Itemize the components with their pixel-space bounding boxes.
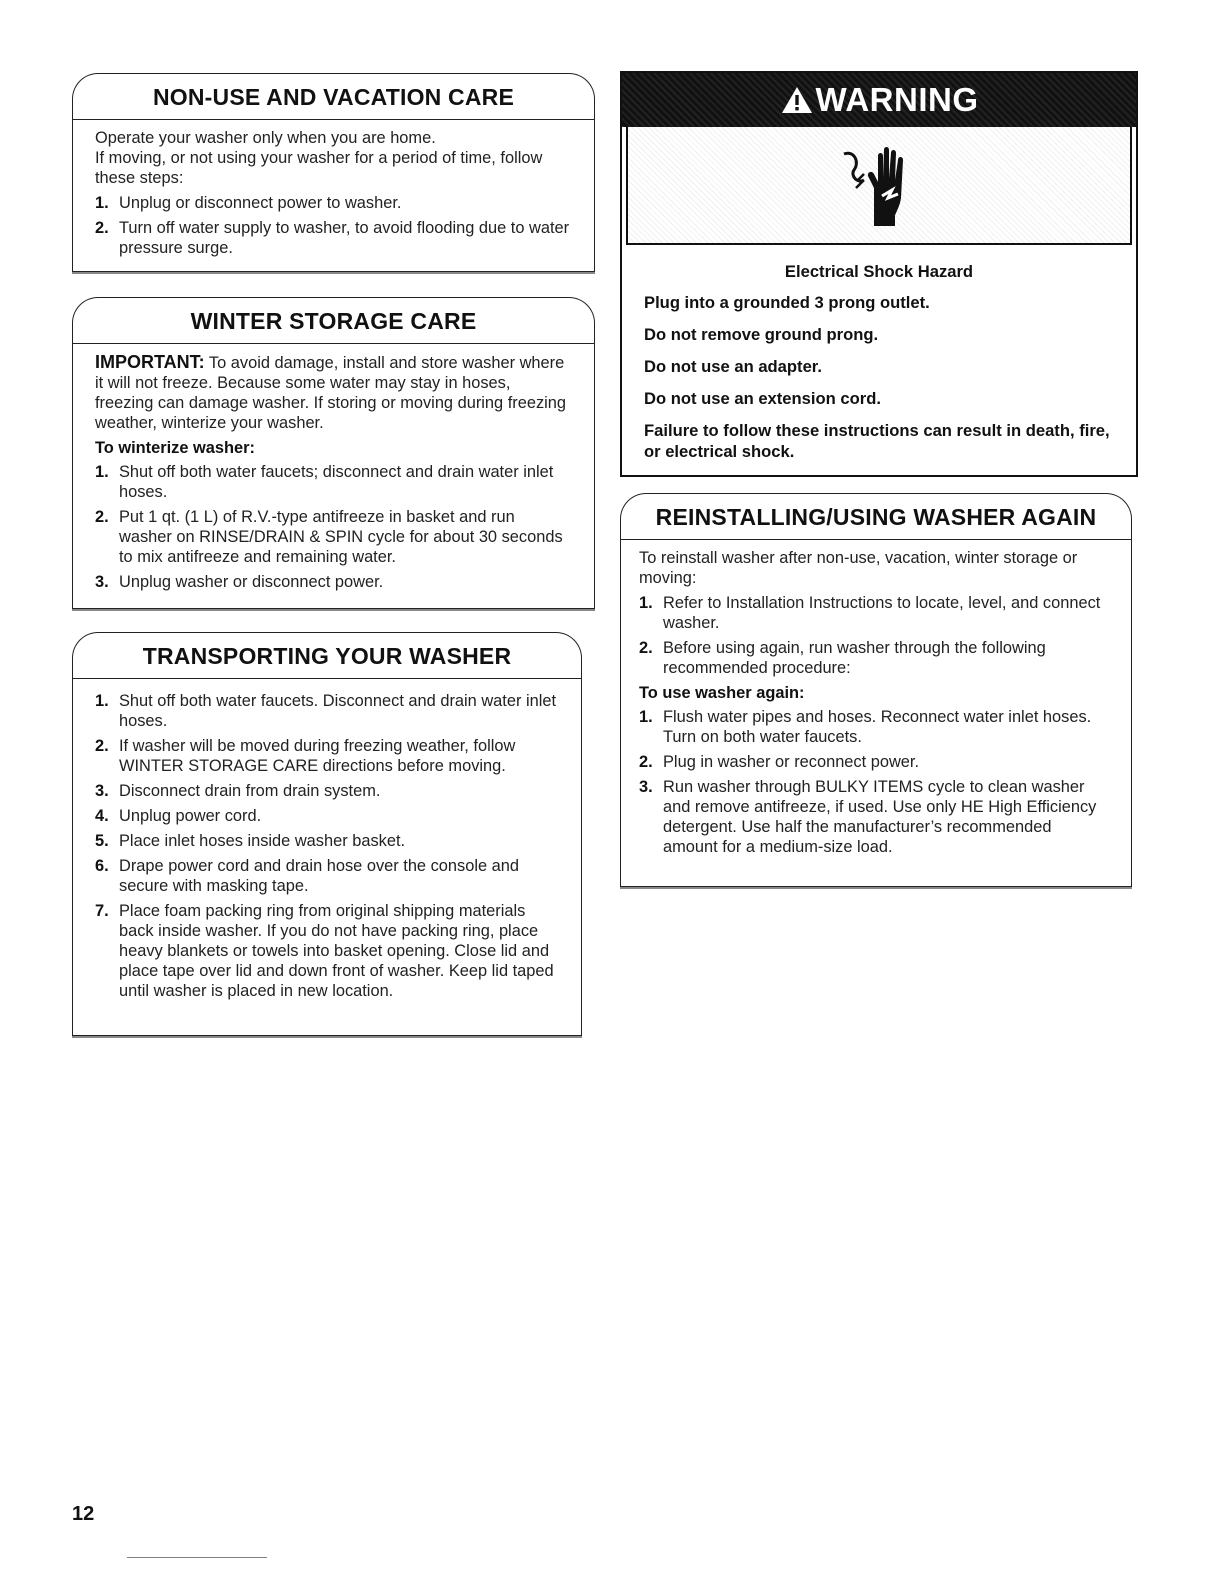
list-item: 1. Shut off both water faucets. Disconnect and drain water inlet hoses. [95,692,557,730]
nonuse-section [72,73,595,272]
warning-banner [622,73,1136,127]
transport-steps [95,691,559,1001]
list-item: 7. Place foam packing ring from original shipping materials back inside washer. If you do not have packing ring, place heavy blankets or towels into basket opening. Close lid and place tape over lid and down front of washer. Keep lid taped until washer is placed in new location. [95,902,554,1000]
page-number: 12 [72,1503,95,1525]
nonuse-title: NON-USE AND VACATION CARE [152,84,515,110]
winter-title: WINTER STORAGE CARE [190,308,477,334]
warning-line: Do not use an extension cord. [644,389,881,408]
reinstall-intro: To reinstall washer after non-use, vacation, winter storage or moving: [639,549,1078,587]
reinstall-steps-2 [639,707,1109,857]
winter-steps [95,462,572,592]
list-item: 2. Plug in washer or reconnect power. [639,753,920,771]
winter-body [72,343,595,609]
reinstall-section [620,493,1132,887]
list-item: 1. Unplug or disconnect power to washer. [95,194,402,212]
warning-line: Do not remove ground prong. [644,325,879,344]
important-text: To avoid damage, install and store washer where it will not freeze. Because some water may stay in hoses, freezing can damage washer. If storing or moving during freezing weather, winterize your washer. [95,354,567,432]
list-item: 1. Flush water pipes and hoses. Reconnect water inlet hoses. Turn on both water faucets. [639,708,1092,746]
nonuse-steps [95,193,572,258]
list-item: 3. Run washer through BULKY ITEMS cycle to clean washer and remove antifreeze, if used. Use only HE High Efficiency detergent. Use half the manufacturer’s recommended amount for a medium-size load. [639,778,1097,856]
list-item: 4. Unplug power cord. [95,807,262,825]
nonuse-intro-2: If moving, or not using your washer for a period of time, follow these steps: [95,149,543,187]
warning-line: Plug into a grounded 3 prong outlet. [644,293,930,312]
warning-box [620,71,1138,477]
footer-divider [127,1557,267,1558]
reinstall-subheading: To use washer again: [639,684,805,702]
list-item: 6. Drape power cord and drain hose over the console and secure with masking tape. [95,857,520,895]
list-item: 3. Unplug washer or disconnect power. [95,573,384,591]
winter-header [72,297,595,343]
list-item: 1. Refer to Installation Instructions to locate, level, and connect washer. [639,594,1101,632]
winter-subheading: To winterize washer: [95,439,255,457]
warning-line: Do not use an adapter. [644,357,822,376]
list-item: 5. Place inlet hoses inside washer basket. [95,832,406,850]
nonuse-body [72,119,595,272]
list-item: 2. Turn off water supply to washer, to avoid flooding due to water pressure surge. [95,219,570,257]
warning-line: Failure to follow these instructions can result in death, fire, or electrical shock. [644,421,1110,461]
list-item: 2. Put 1 qt. (1 L) of R.V.-type antifreeze in basket and run washer on RINSE/DRAIN & SPIN cycle for about 30 seconds to mix antifreeze and remaining water. [95,508,563,566]
nonuse-intro-1: Operate your washer only when you are home. [95,129,436,147]
list-item: 3. Disconnect drain from drain system. [95,782,381,800]
list-item: 2. If washer will be moved during freezing weather, follow WINTER STORAGE CARE directions before moving. [95,737,516,775]
warning-text [622,245,1136,462]
nonuse-header [72,73,595,119]
transport-section [72,632,582,1036]
reinstall-title: REINSTALLING/USING WASHER AGAIN [655,504,1097,530]
important-label: IMPORTANT: [95,352,205,372]
reinstall-body [620,539,1132,887]
winter-important [95,352,572,433]
transport-header [72,632,582,678]
list-item: 1. Shut off both water faucets; disconnect and drain water inlet hoses. [95,463,554,501]
transport-title: TRANSPORTING YOUR WASHER [142,643,512,669]
warning-triangle-icon [780,85,814,115]
transport-body [72,678,582,1036]
warning-image-panel [626,127,1132,245]
electrical-shock-hand-icon [834,140,924,230]
reinstall-header [620,493,1132,539]
list-item: 2. Before using again, run washer through the following recommended procedure: [639,639,1046,677]
warning-title: WARNING [815,81,979,118]
warning-hazard: Electrical Shock Hazard [784,262,974,281]
winter-section [72,297,595,609]
reinstall-steps [639,593,1109,678]
